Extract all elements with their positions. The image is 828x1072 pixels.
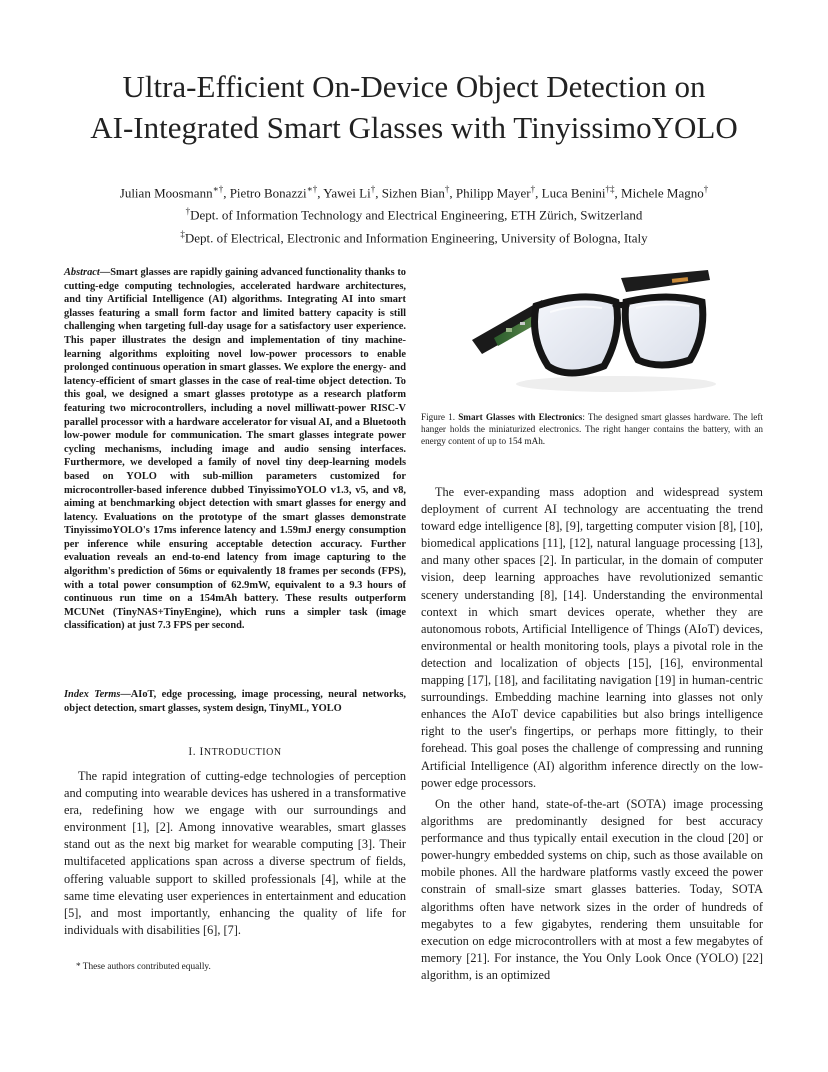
smart-glasses-photo [466,262,722,398]
figure-label: Figure 1. [421,412,456,422]
index-terms-text: —AIoT, edge processing, image processing, neural networks, object detection, smart glasses, system design, TinyML, YOLO [64,689,406,714]
section-heading-introduction [64,746,406,758]
author-mark: † [530,184,536,194]
paper-title [40,66,788,148]
affiliation-text: Dept. of Information Technology and Electrical Engineering, ETH Zürich, Switzerland [190,207,643,223]
intro-paragraph: The rapid integration of cutting-edge technologies of perception and computing into wearable devices has ushered in a transformative era, redefining how we engage with our surroundings and environment [1], [2]. Among innovative wearables, smart glasses stand out as the next big market for wearable computing [3]. Their multifaceted applications span across a diverse spectrum of fields, offering valuable support to skilled professionals [4], while at the same time elevating user experiences in entertainment and education [5], and most importantly, enhancing the quality of life for individuals with disabilities [6], [7]. [64,769,406,937]
author-name: Julian Moosmann [119,185,213,201]
author-mark: † [370,184,376,194]
smart-glasses-illustration [466,262,722,398]
figure-caption-text: : The designed smart glasses hardware. The left hanger holds the miniaturized electronics. The right hanger contains the battery, with an energy content of up to 154 mAh. [421,412,763,446]
section-heading-rest: NTRODUCTION [203,747,282,758]
author-mark: † [703,184,709,194]
affiliation-mark: ‡ [180,228,185,239]
figure-title: Smart Glasses with Electronics [458,412,583,422]
author-separator: , [375,185,382,201]
author-mark: ∗† [306,184,318,194]
title-line-1: Ultra-Efficient On-Device Object Detection on [122,69,706,104]
author-name: Philipp Mayer [455,185,531,201]
section-heading-numeral: I. I [188,746,204,758]
author-separator: , [614,185,622,201]
author-mark: † [444,184,450,194]
author-separator: , [317,185,324,201]
right-paragraph-1: The ever-expanding mass adoption and widespread system deployment of current AI technology are accentuating the trend toward edge intelligence [8], [9], targetting computer vision [8], [10], biomedical applications [11], [12], natural language processing [13], and many other spaces [2]. In particular, in the domain of computer vision, deep learning approaches have revolutionized semantic scenery understanding [8], [14]. Understanding the environmental context in which smart devices operate, whether they are autonomous robots, Artificial Intelligence of Things (AIoT) devices, environmental or health monitoring tools, plays a pivotal role in the detection and localization of objects [15], [16], environmental mapping [17], [18], and facilitating navigation [19] in human-centric surroundings. Embedding machine learning into glasses not only enhances the AIoT device capabilities but also brings intelligence right to the user's fingertips, or perhaps more fittingly, to their forehead. This goal poses the challenge of compressing and running Artificial Intelligence (AI) algorithm inference directly on the low-power edge processors. [421,485,763,790]
affiliation-bologna [40,225,788,247]
affiliation-text: Dept. of Electrical, Electronic and Information Engineering, University of Bologna, Italy [184,229,648,245]
footnote: * These authors contributed equally. [76,962,211,972]
author-name: Sizhen Bian [381,185,445,201]
figure-caption [421,411,763,447]
authors-line [40,180,788,202]
author-separator: , [535,185,542,201]
abstract-text: —Smart glasses are rapidly gaining advanced functionality thanks to cutting-edge computing technologies, accelerated hardware architectures, and tiny Artificial Intelligence (AI) algorithms. Integrating AI into smart glasses featuring a small form factor and limited battery capacity is still challenging when targeting full-day usage for a satisfactory user experience. This paper illustrates the design and implementation of tiny machine-learning algorithms exploiting novel low-power processors to enable prolonged continuous operation in smart glasses. We explore the energy- and latency-efficient of smart glasses in the case of real-time object detection. To this goal, we designed a smart glasses prototype as a research platform featuring two microcontrollers, including a novel milliwatt-power RISC-V parallel processor with a hardware accelerator for visual AI, and a Bluetooth low-power module for communication. The smart glasses integrate power cycling mechanisms, including image and audio sensing interfaces. Furthermore, we developed a family of novel tiny deep-learning models based on YOLO with sub-million parameters customized for microcontroller-based inference dubbed TinyissimoYOLO v1.3, v5, and v8, aiming at benchmarking object detection with smart glasses for energy and latency. Evaluations on the prototype of the smart glasses demonstrate TinyissimoYOLO's 17ms inference latency and 1.59mJ energy consumption per inference while ensuring acceptable detection accuracy. Further evaluation reveals an end-to-end latency from image capturing to the algorithm's prediction of 56ms or equivalently 18 frames per seconds (FPS), with a total power consumption of 62.9mW, equivalent to a 9.3 hours of continuous run time on a 154mAh battery. These results outperform MCUNet (TinyNAS+TinyEngine), which runs a simpler task (image classification) at just 7.3 FPS per second. [64,267,406,632]
author-mark: ∗† [212,184,224,194]
index-terms [64,688,406,715]
author-separator: , [223,185,230,201]
author-separator: , [449,185,456,201]
title-line-2: AI-Integrated Smart Glasses with TinyissimoYOLO [90,110,738,145]
author-mark: †‡ [605,184,615,194]
author-list [40,180,788,247]
abstract [64,266,406,633]
author-name: Luca Benini [541,185,606,201]
right-paragraph-2: On the other hand, state-of-the-art (SOTA) image processing algorithms are predominantly designed for best accuracy performance and thus typically entail execution in the cloud [20] or power-hungry embedded systems on chip, such as those available on mobile phones. All the hardware platforms vastly exceed the power constrain of small-size smart glasses batteries. Today, SOTA algorithms often have network sizes in the order of hundreds of megabytes to a few gigabytes, rendering them unsuitable for execution on edge microcontrollers with at most a few megabytes of memory [21]. For instance, the You Only Look Once (YOLO) [22] algorithm, is an optimized [421,797,763,982]
affiliation-mark: † [185,206,191,217]
author-name: Pietro Bonazzi [229,185,307,201]
abstract-lead: Abstract [64,267,100,278]
index-terms-lead: Index Terms [64,689,121,700]
author-name: Michele Magno [621,185,704,201]
author-name: Yawei Li [323,185,371,201]
affiliation-eth [40,202,788,224]
